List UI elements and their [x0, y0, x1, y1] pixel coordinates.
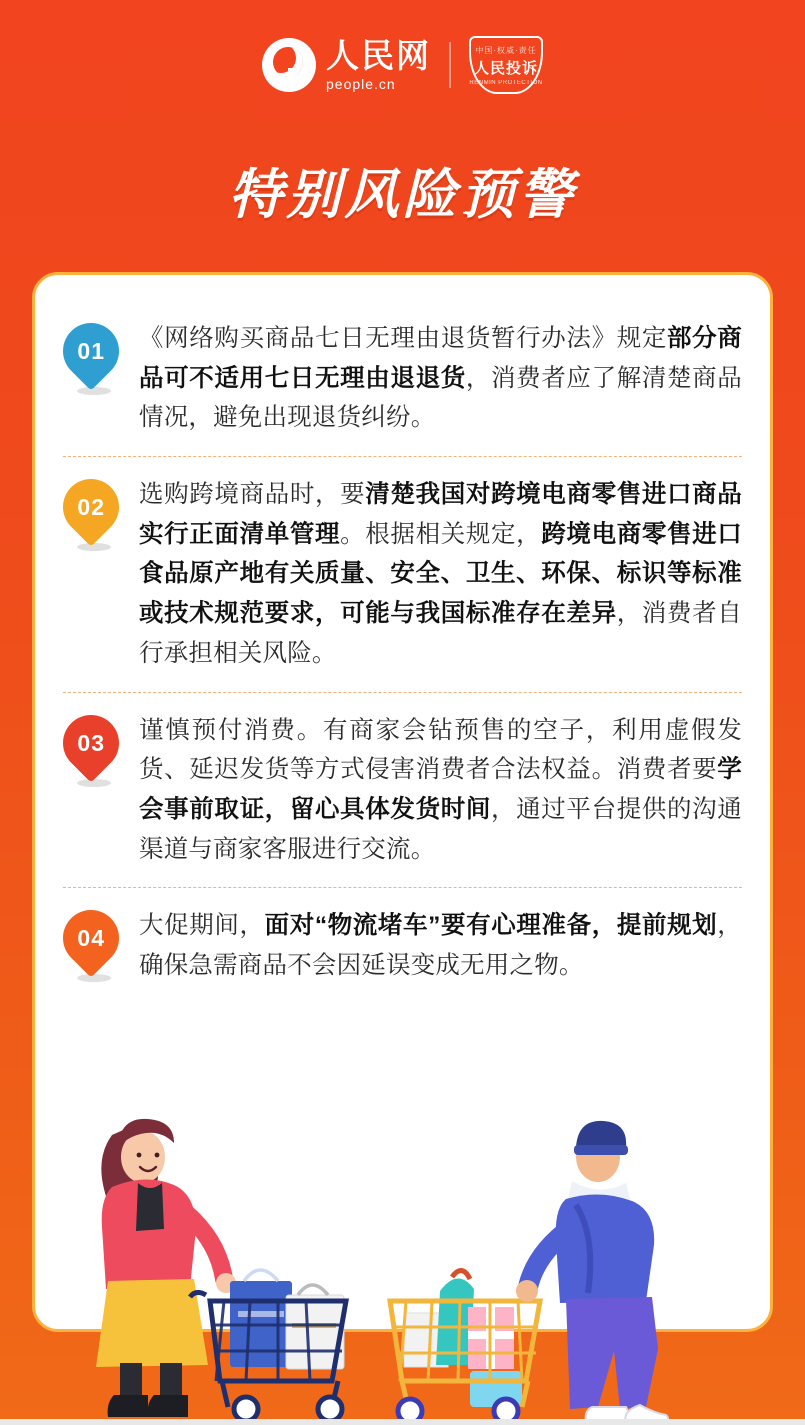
site-header — [0, 0, 805, 94]
people-cn-logo — [262, 38, 431, 92]
pin-shape-04 — [51, 899, 130, 978]
list-item — [63, 887, 742, 1003]
shield-badge-icon — [469, 36, 543, 94]
badge-main-text: 人民投诉 — [473, 59, 538, 77]
item-text-04: 大促期间，面对“物流堵车”要有心理准备，提前规划，确保急需商品不会因延误变成无用之物。 — [139, 912, 742, 979]
brand-name-cn: 人民网 — [326, 37, 431, 74]
item-text-01: 《网络购买商品七日无理由退货暂行办法》规定部分商品可不适用七日无理由退退货，消费者应了解清楚商品情况，避免出现退货纠纷。 — [139, 325, 742, 432]
pin-shadow — [77, 387, 111, 395]
pin-number: 01 — [77, 337, 105, 364]
page-title: 特别风险预警 — [228, 165, 577, 225]
pin-shape-03 — [51, 703, 130, 782]
pin-marker — [63, 906, 125, 982]
list-item — [63, 692, 742, 888]
pin-marker — [63, 711, 125, 787]
pin-number: 02 — [77, 493, 105, 520]
pin-number: 04 — [77, 924, 105, 951]
brand-text — [326, 39, 431, 91]
pin-shape-01 — [51, 311, 130, 390]
pin-shadow — [77, 779, 111, 787]
warning-list-card — [32, 272, 773, 1332]
list-item — [63, 301, 742, 456]
item-text-03: 谨慎预付消费。有商家会钻预售的空子，利用虚假发货、延迟发货等方式侵害消费者合法权益。消费者要学会事前取证，留心具体发货时间，通过平台提供的沟通渠道与商家客服进行交流。 — [139, 716, 742, 863]
footer-strip — [0, 1419, 805, 1425]
pin-marker — [63, 319, 125, 395]
pin-marker — [63, 475, 125, 551]
brand-name-en: people.cn — [326, 76, 396, 92]
item-text-02: 选购跨境商品时，要清楚我国对跨境电商零售进口商品实行正面清单管理。根据相关规定，跨境电商零售进口食品原产地有关质量、安全、卫生、环保、标识等标准或技术规范要求，可能与我国标准存在差异，消费者自行承担相关风险。 — [139, 481, 742, 667]
pin-shape-02 — [51, 467, 130, 546]
people-cn-logo-icon — [262, 38, 316, 92]
pin-shadow — [77, 543, 111, 551]
list-item — [63, 456, 742, 691]
header-divider — [449, 42, 451, 88]
pin-number: 03 — [77, 729, 105, 755]
badge-sub-text: RENMIN PROTECTION — [469, 79, 543, 86]
badge-top-text: 中国·权威·责任 — [475, 45, 537, 55]
pin-shadow — [77, 974, 111, 982]
